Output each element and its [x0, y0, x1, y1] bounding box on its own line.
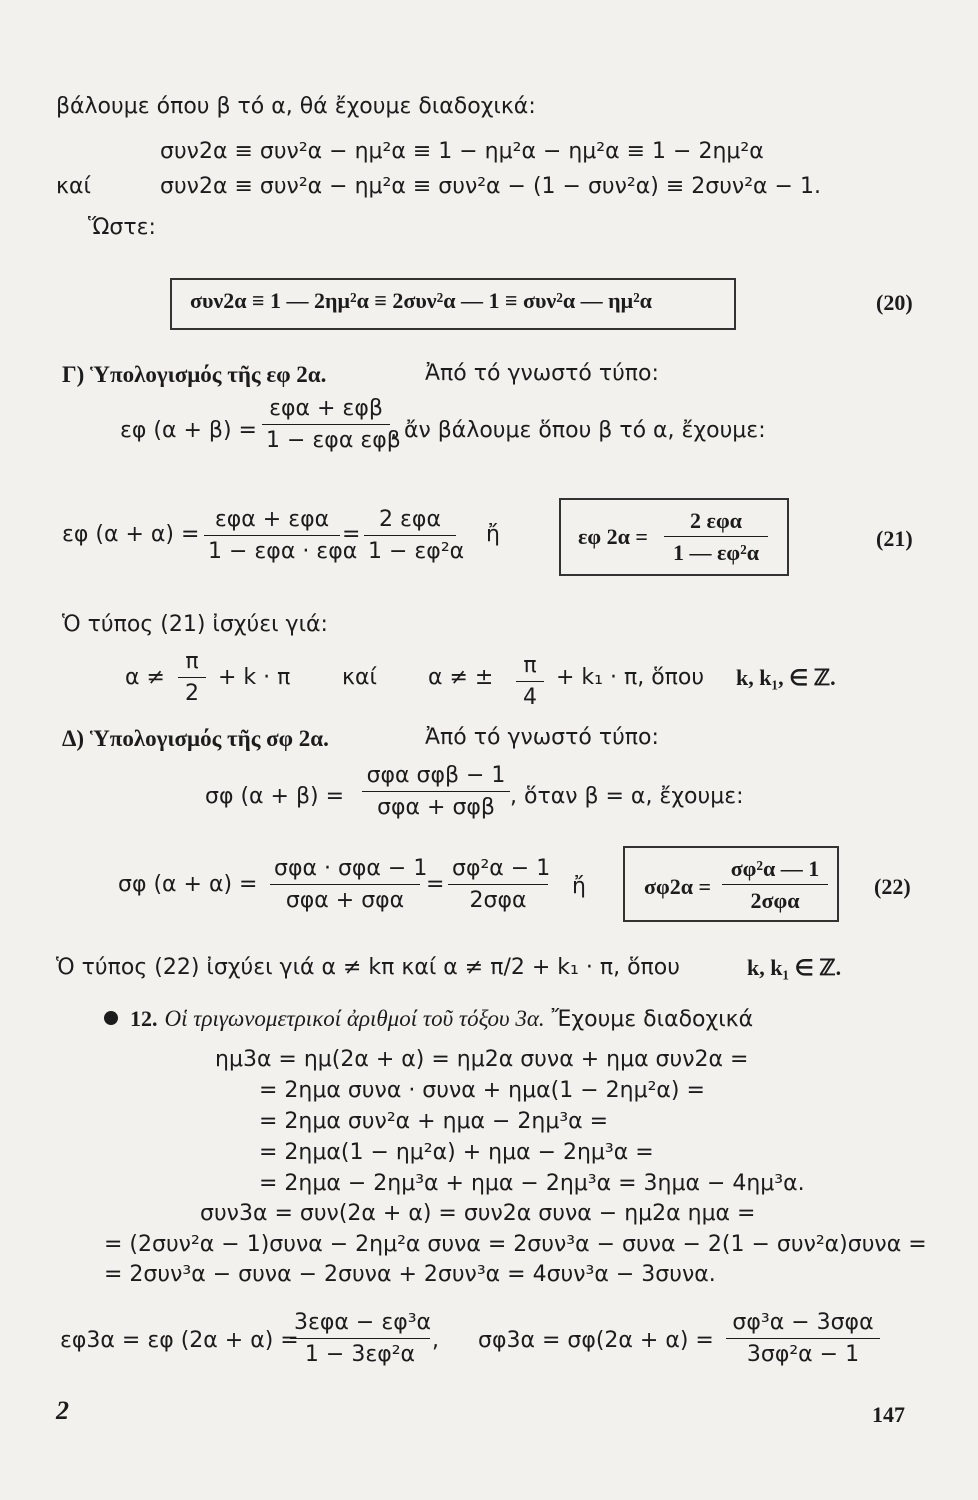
section-gamma-text: Ἀπό τό γνωστό τύπο:	[425, 361, 659, 386]
validity-21-text: Ὁ τύπος (21) ἰσχύει γιά:	[62, 612, 328, 637]
section-delta-heading: Δ) Ὑπολογισμός τῆς σφ 2α.	[62, 726, 329, 751]
equation-number-22: (22)	[874, 874, 911, 899]
condition-2-rhs: + k₁ · π, ὅπου	[556, 665, 705, 690]
cot-double-f1-numerator: σφα · σφα − 1	[274, 856, 428, 881]
formula-22-fraction	[722, 858, 828, 912]
cot-double-lhs: σφ (α + α) =	[118, 872, 258, 897]
tan3a-denominator: 1 − 3εφ²α	[290, 1338, 430, 1366]
formula-20: συν2α ≡ 1 — 2ημ²α ≡ 2συν²α — 1 ≡ συν²α — ημ²α	[190, 288, 652, 313]
sin3a-line-3: = 2ημα συν²α + ημα − 2ημ³α =	[259, 1109, 609, 1134]
footer-left-mark: 2	[56, 1396, 69, 1425]
section-12-heading	[104, 1007, 753, 1031]
pi-over-2	[178, 651, 206, 705]
formula-21-numerator: 2 εφα	[690, 508, 742, 533]
equals-sign: =	[342, 522, 361, 547]
cot3a-denominator: 3σφ²α − 1	[726, 1338, 880, 1366]
condition-kai: καί	[342, 665, 377, 690]
four-denominator: 4	[516, 681, 544, 709]
formula-22-denominator: 2σφα	[722, 884, 828, 912]
pi-over-4	[516, 655, 544, 709]
tan-sum-numerator: εφα + εφβ	[269, 396, 383, 421]
tan3a-lhs: εφ3α = εφ (2α + α) =	[60, 1328, 299, 1353]
cot-double-fraction-2	[448, 856, 551, 913]
condition-1-lhs: α ≠	[125, 665, 165, 690]
pi-numerator: π	[185, 649, 199, 674]
validity-22-set: k, k₁ ∈ ℤ.	[747, 955, 842, 980]
oste-word: Ὥστε:	[88, 215, 156, 240]
cos3a-line-1: συν3α = συν(2α + α) = συν2α συνα − ημ2α ημα =	[200, 1201, 756, 1226]
or-word-22: ἤ	[572, 874, 586, 899]
two-denominator: 2	[178, 677, 206, 705]
tan3a-numerator: 3εφα − εφ³α	[294, 1310, 432, 1335]
equation-number-20: (20)	[876, 290, 913, 315]
bullet-icon	[104, 1011, 118, 1025]
sin3a-line-2: = 2ημα συνα · συνα + ημα(1 − 2ημ²α) =	[259, 1078, 705, 1103]
tan-double-f1-numerator: εφα + εφα	[214, 507, 330, 532]
cot-sum-fraction	[362, 765, 510, 819]
section-12-title: Οἱ τριγωνομετρικοί ἀριθμοί τοῦ τόξου 3α.	[164, 1006, 545, 1031]
tan-sum-lhs: εφ (α + β) =	[120, 418, 257, 443]
cot-double-fraction-1	[270, 856, 428, 913]
section-12-number: 12.	[130, 1006, 158, 1031]
validity-22-text: Ὁ τύπος (22) ἰσχύει γιά α ≠ kπ καί α ≠ π/2 + k₁ · π, ὅπου	[56, 955, 680, 980]
sin3a-line-1: ημ3α = ημ(2α + α) = ημ2α συνα + ημα συν2α =	[215, 1047, 749, 1072]
cos2a-derivation-1: συν2α ≡ συν²α − ημ²α ≡ 1 − ημ²α − ημ²α ≡ 1 − 2ημ²α	[160, 139, 764, 164]
cot-sum-numerator: σφα σφβ − 1	[366, 763, 506, 788]
cos2a-derivation-2: συν2α ≡ συν²α − ημ²α ≡ συν²α − (1 − συν²α) ≡ 2συν²α − 1.	[160, 174, 821, 199]
condition-2-set: k, k₁, ∈ ℤ.	[736, 665, 836, 690]
formula-21-fraction	[664, 510, 768, 564]
equation-number-21: (21)	[876, 526, 913, 551]
or-word-21: ἤ	[486, 522, 500, 547]
cot-double-f1-denominator: σφα + σφα	[270, 884, 420, 912]
tan-double-f2-numerator: 2 εφα	[379, 507, 441, 532]
formula-22-numerator: σφ²α — 1	[730, 856, 820, 881]
section-delta-text: Ἀπό τό γνωστό τύπο:	[425, 725, 659, 750]
tan3a-fraction	[290, 1312, 430, 1366]
formula-22-lhs: σφ2α =	[644, 874, 712, 899]
section-12-text: Ἔχουμε διαδοχικά	[551, 1007, 754, 1032]
cot-sum-lhs: σφ (α + β) =	[205, 784, 345, 809]
cos3a-line-2: = (2συν²α − 1)συνα − 2ημ²α συνα = 2συν³α − συνα − 2(1 − συν²α)συνα =	[104, 1232, 927, 1257]
condition-2-lhs: α ≠ ±	[428, 665, 494, 690]
intro-text: βάλουμε όπου β τό α, θά ἔχουμε διαδοχικά:	[56, 94, 536, 119]
kai-word: καί	[56, 174, 91, 199]
cot-double-f2-denominator: 2σφα	[448, 884, 548, 912]
cot-double-f2-numerator: σφ²α − 1	[452, 856, 551, 881]
section-gamma-heading: Γ) Ὑπολογισμός τῆς εφ 2α.	[62, 362, 327, 387]
cot-sum-tail: , ὅταν β = α, ἔχουμε:	[510, 784, 744, 809]
tan-double-lhs: εφ (α + α) =	[62, 522, 200, 547]
tan-sum-denominator: 1 − εφα εφβ	[262, 424, 390, 452]
sin3a-line-5: = 2ημα − 2ημ³α + ημα − 2ημ³α = 3ημα − 4ημ³α.	[259, 1171, 805, 1196]
cot3a-lhs: σφ3α = σφ(2α + α) =	[478, 1328, 714, 1353]
cot-sum-denominator: σφα + σφβ	[362, 791, 510, 819]
tan-sum-tail: , ἄν βάλουμε ὅπου β τό α, ἔχουμε:	[390, 418, 766, 443]
cot3a-numerator: σφ³α − 3σφα	[732, 1310, 874, 1335]
tan-double-fraction-1	[204, 507, 358, 564]
cot3a-fraction	[726, 1312, 880, 1366]
page-number: 147	[872, 1402, 905, 1427]
tan-double-fraction-2	[364, 507, 465, 564]
formula-21-lhs: εφ 2α =	[578, 524, 648, 549]
formula-21-denominator: 1 — εφ²α	[664, 536, 768, 564]
tan-double-f2-denominator: 1 − εφ²α	[364, 535, 456, 563]
tan-sum-fraction	[262, 396, 401, 453]
sin3a-line-4: = 2ημα(1 − ημ²α) + ημα − 2ημ³α =	[259, 1140, 654, 1165]
equals-sign-2: =	[426, 872, 445, 897]
cos3a-line-3: = 2συν³α − συνα − 2συνα + 2συν³α = 4συν³α − 3συνα.	[104, 1262, 716, 1287]
tan3a-comma: ,	[432, 1328, 439, 1353]
tan-double-f1-denominator: 1 − εφα · εφα	[204, 535, 340, 563]
pi-numerator-2: π	[523, 653, 537, 678]
condition-1-rhs: + k · π	[218, 665, 291, 690]
